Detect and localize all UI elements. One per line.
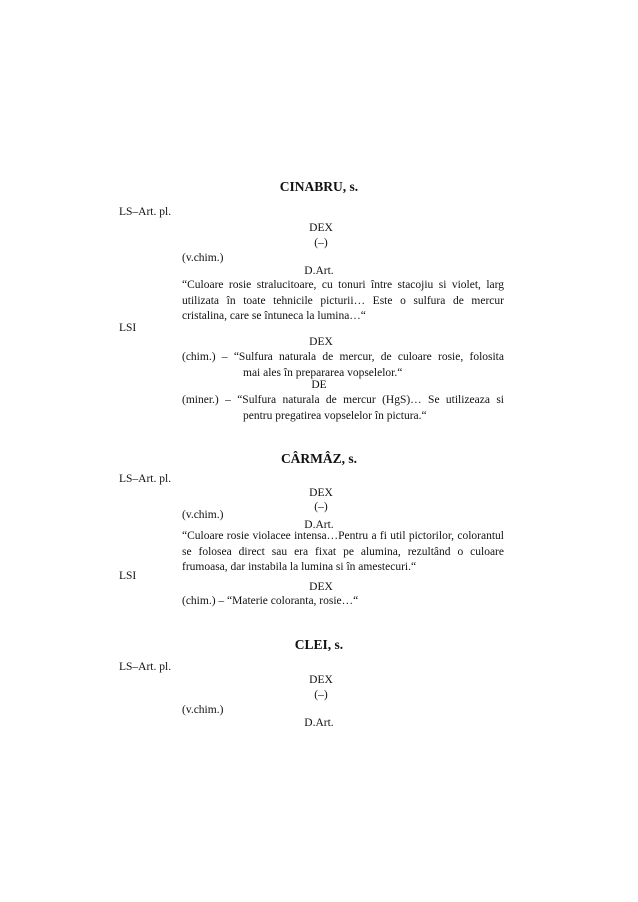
vchim-label: (v.chim.) [182,704,224,716]
dart-quote: “Culoare rosie stralucitoare, cu tonuri între stacojiu si violet, larg utilizata în toate tehnicile picturii… Este o sulfura de mercur cristalina, care se întuneca la lumina…“ [182,279,504,322]
entry-title: CINABRU, s. [279,179,359,194]
dex-label: DEX [309,674,333,686]
dart-quote: “Culoare rosie violacee intensa…Pentru a fi util pictorilor, colorantul se folosea direct sau era fixat pe alumina, rezultând o culoare frumoasa, dar instabila la lumina si în amestecuri.“ [182,530,504,573]
lsi-de-label: DE [311,379,327,391]
vchim-label: (v.chim.) [182,509,224,521]
dex-label: DEX [309,222,333,234]
lsi-label: LSI [119,570,137,582]
dex-value: (–) [314,689,328,701]
entry-title: CLEI, s. [294,637,344,652]
lsi-dex-definition-line1: (chim.) – “Sulfura naturala de mercur, de culoare rosie, folosita [182,351,504,363]
dex-label: DEX [309,487,333,499]
lsi-label: LSI [119,322,137,334]
ls-label: LS–Art. pl. [119,661,172,673]
lsi-dex-definition: (chim.) – “Materie coloranta, rosie…“ [182,595,359,607]
lsi-dex-label: DEX [309,336,333,348]
dart-label: D.Art. [304,519,334,531]
lsi-dex-label: DEX [309,581,333,593]
dart-label: D.Art. [304,717,334,729]
dart-label: D.Art. [304,265,334,277]
ls-label: LS–Art. pl. [119,473,172,485]
lsi-de-definition-line1: (miner.) – “Sulfura naturala de mercur (HgS)… Se utilizeaza si [182,394,504,406]
ls-label: LS–Art. pl. [119,206,172,218]
dex-value: (–) [314,501,328,513]
lsi-de-definition-line2: pentru pregatirea vopselelor în pictura.“ [243,410,427,422]
vchim-label: (v.chim.) [182,252,224,264]
entry-title: CÂRMÂZ, s. [280,451,358,466]
lsi-dex-definition-line2: mai ales în prepararea vopselelor.“ [243,367,403,379]
dex-value: (–) [314,237,328,249]
